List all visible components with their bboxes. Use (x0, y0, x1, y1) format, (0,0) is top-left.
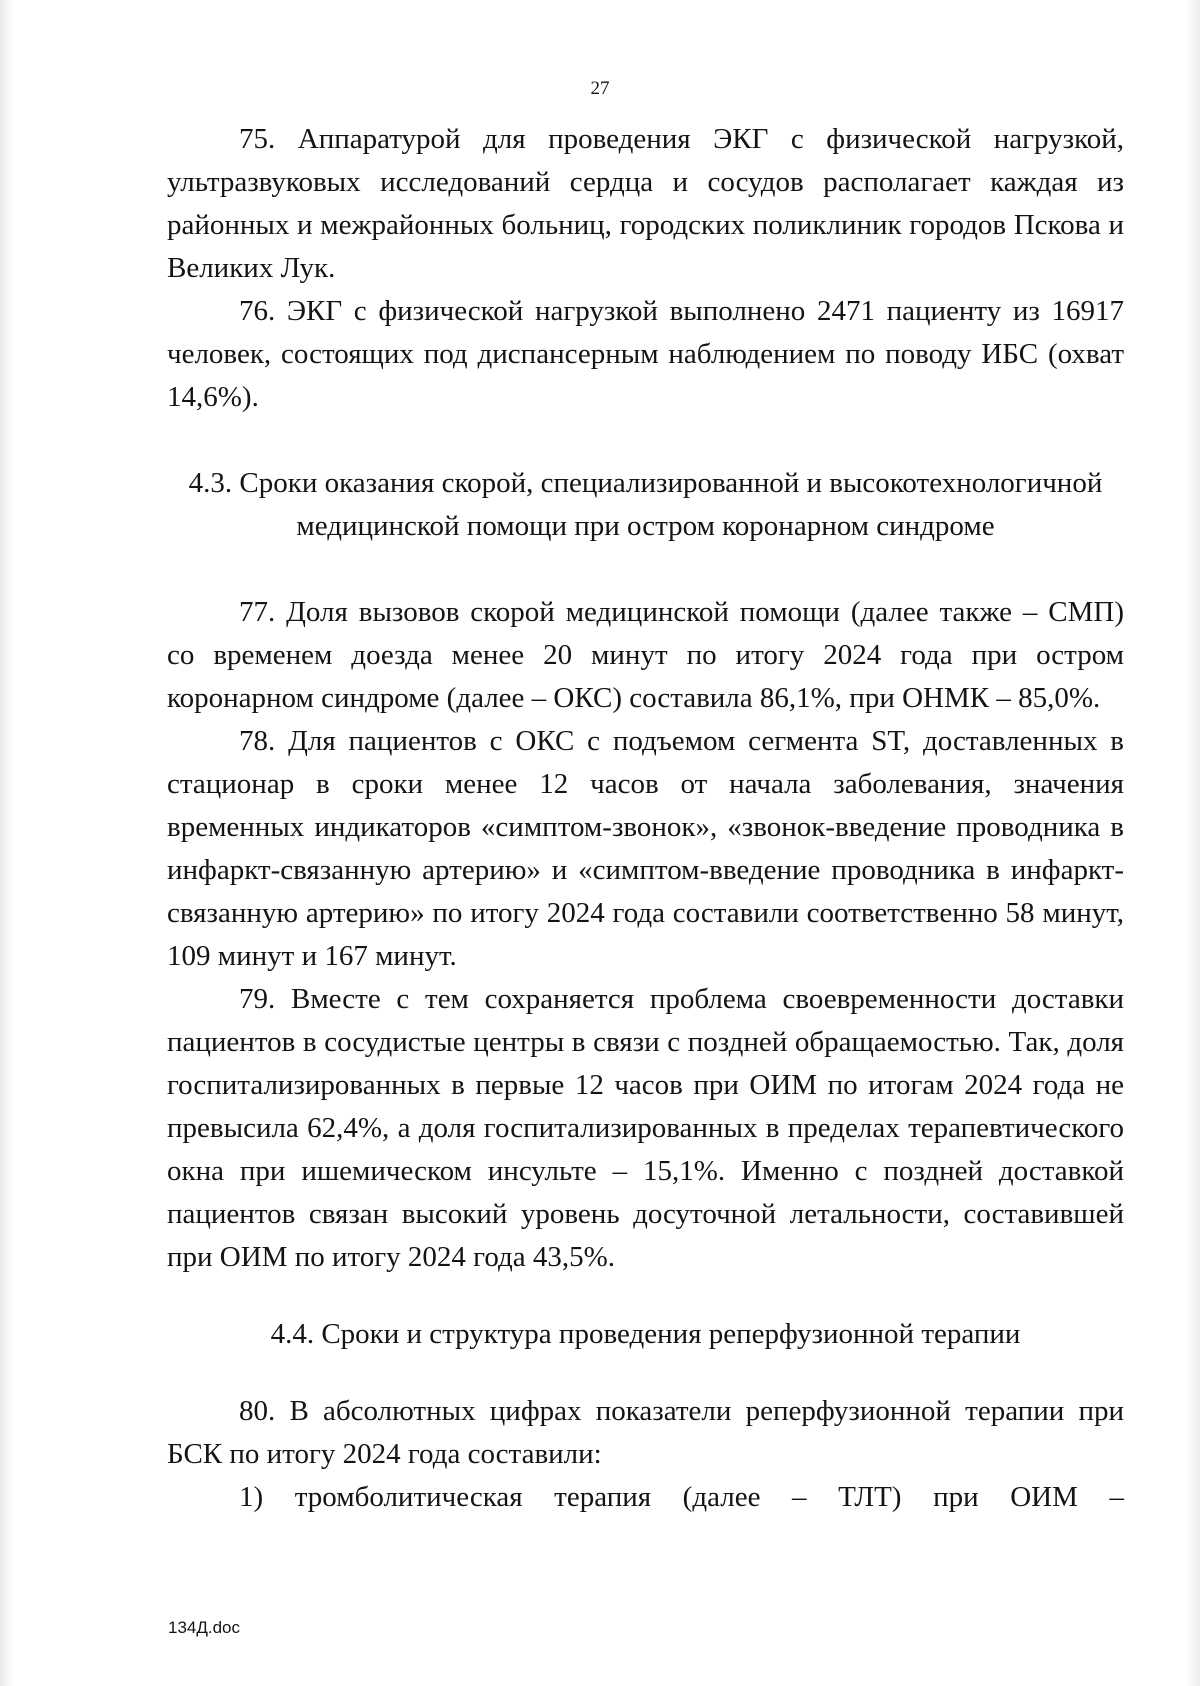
spacer (167, 548, 1124, 591)
spacer (167, 1279, 1124, 1313)
scan-edge-right (1186, 0, 1200, 1686)
paragraph-76: 76. ЭКГ с физической нагрузкой выполнено 2471 пациенту из 16917 человек, состоящих под диспансерным наблюдением по поводу ИБС (охват 14,6%). (167, 295, 1124, 413)
spacer (167, 419, 1124, 462)
spacer (167, 1356, 1124, 1390)
paragraph-75: 75. Аппаратурой для проведения ЭКГ с физической нагрузкой, ультразвуковых исследований сердца и сосудов располагает каждая из районных и межрайонных больниц, городских поликлиник городов Пскова и Великих Лук. (167, 123, 1124, 284)
paragraph-77: 77. Доля вызовов скорой медицинской помощи (далее также – СМП) со временем доезда менее 20 минут по итогу 2024 года при остром коронарном синдроме (далее – ОКС) составила 86,1%, при ОНМК – 85,0%. (167, 596, 1124, 714)
paragraph-80-item-1: 1) тромболитическая терапия (далее – ТЛТ) при ОИМ – (239, 1481, 1124, 1513)
paragraph-80: 80. В абсолютных цифрах показатели реперфузионной терапии при БСК по итогу 2024 года составили: (167, 1395, 1124, 1470)
document-body (167, 118, 1124, 1519)
footer-filename: 134Д.doc (168, 1618, 241, 1637)
section-heading-4-3-line-1: 4.3. Сроки оказания скорой, специализированной и высокотехнологичной (188, 467, 1103, 499)
section-heading-4-3-line-2: медицинской помощи при остром коронарном синдроме (296, 510, 995, 542)
paragraph-79: 79. Вместе с тем сохраняется проблема своевременности доставки пациентов в сосудистые центры в связи с поздней обращаемостью. Так, доля госпитализированных в первые 12 часов при ОИМ по итогам 2024 года не превысила 62,4%, а доля госпитализированных в пределах терапевтического окна при ишемическом инсульте – 15,1%. Именно с поздней доставкой пациентов связан высокий уровень досуточной летальности, составившей при ОИМ по итогу 2024 года 43,5%. (167, 983, 1124, 1273)
paragraph-78: 78. Для пациентов с ОКС с подъемом сегмента ST, доставленных в стационар в сроки менее 12 часов от начала заболевания, значения временных индикаторов «симптом-звонок», «звонок-введение проводника в инфаркт-связанную артерию» и «симптом-введение проводника в инфаркт-связанную артерию» по итогу 2024 года составили соответственно 58 минут, 109 минут и 167 минут. (167, 725, 1124, 972)
section-heading-4-4: 4.4. Сроки и структура проведения реперфузионной терапии (270, 1318, 1021, 1350)
page-number: 27 (590, 78, 610, 99)
scan-edge-left (0, 0, 14, 1686)
